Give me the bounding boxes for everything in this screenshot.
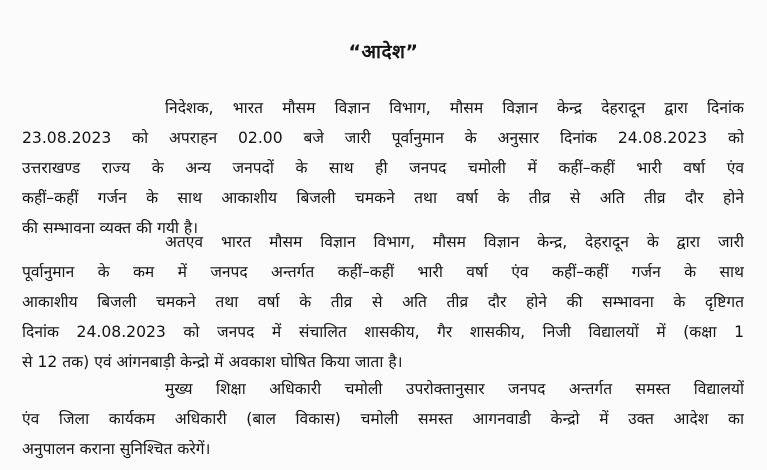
text-line: कहीं–कहीं गर्जन के साथ आकाशीय बिजली चमकने तथा वर्षा के तीव्र से अति तीव्र दौर होने	[22, 189, 744, 207]
document-title: “आदेश”	[348, 41, 419, 63]
paragraph-compliance	[22, 374, 744, 464]
text-line: आकाशीय बिजली चमकने तथा वर्षा के तीव्र से अति तीव्र दौर होने की सम्भावना के दृष्टिगत	[22, 293, 744, 311]
text-line: से 12 तक) एवं आंगनबाड़ी केन्द्रो में अवकाश घोषित किया जाता है।	[22, 353, 403, 371]
text-line: निदेशक, भारत मौसम विज्ञान विभाग, मौसम विज्ञान केन्द्र देहरादून द्वारा दिनांक	[165, 99, 744, 117]
text-line: उत्तराखण्ड राज्य के अन्य जनपदों के साथ ही जनपद चमोली में कहीं–कहीं भारी वर्षा एंव	[22, 159, 744, 177]
text-line: अनुपालन कराना सुनिश्चित करेगें।	[22, 440, 211, 458]
text-line: मुख्य शिक्षा अधिकारी चमोली उपरोक्तानुसार जनपद अन्तर्गत समस्त विद्यालयों	[165, 380, 744, 398]
text-line: दिनांक 24.08.2023 को जनपद में संचालित शासकीय, गैर शासकीय, निजी विद्यालयों में (कक्षा 1	[22, 323, 744, 341]
text-line: एंव जिला कार्यकम अधिकारी (बाल विकास) चमोली समस्त आगनवाडी केन्द्रो में उक्त आदेश का	[22, 410, 744, 428]
text-line: की सम्भावना व्यक्त की गयी है।	[22, 219, 199, 237]
text-line: 23.08.2023 को अपराहन 02.00 बजे जारी पूर्वानुमान के अनुसार दिनांक 24.08.2023 को	[22, 129, 744, 147]
text-line: पूर्वानुमान के कम में जनपद अन्तर्गत कहीं–कहीं भारी वर्षा एंव कहीं–कहीं गर्जन के साथ	[22, 263, 744, 281]
paragraph-holiday-order	[22, 227, 744, 377]
paragraph-forecast	[22, 93, 744, 243]
text-line: अतएव भारत मौसम विज्ञान विभाग, मौसम विज्ञान केन्द्र, देहरादून के द्वारा जारी	[165, 233, 744, 251]
